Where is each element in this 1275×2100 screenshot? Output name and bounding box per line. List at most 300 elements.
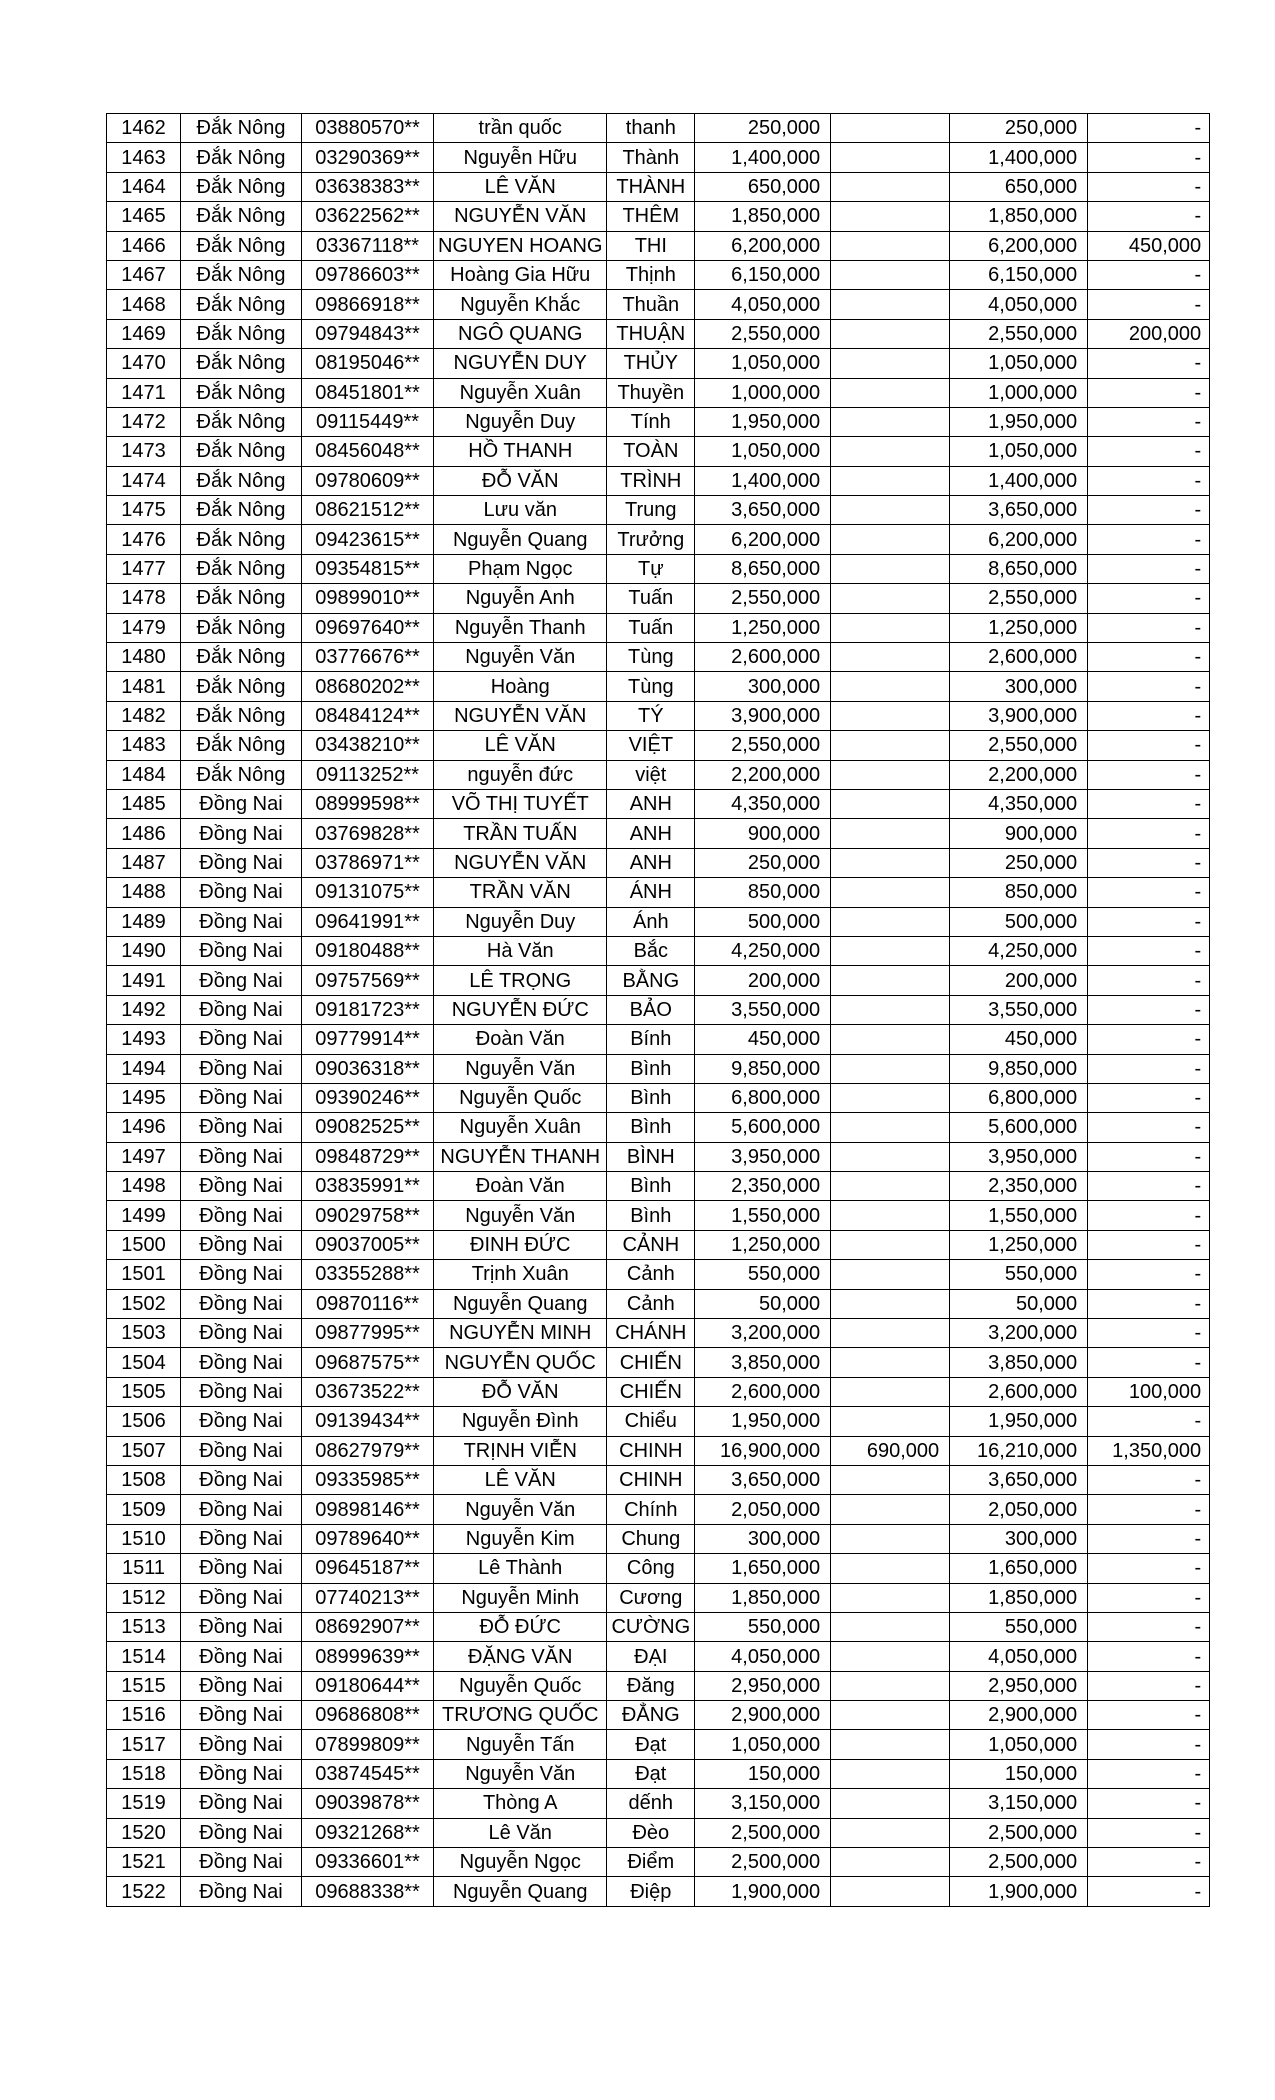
surname-cell: LÊ TRỌNG (434, 966, 607, 995)
extra-amount-cell: - (1088, 1642, 1210, 1671)
province-cell: Đồng Nai (181, 1730, 302, 1759)
deduction-cell (831, 995, 950, 1024)
row-number: 1463 (107, 143, 181, 172)
net-amount-cell: 2,550,000 (950, 319, 1088, 348)
phone-cell: 09423615** (302, 525, 434, 554)
phone-cell: 08621512** (302, 496, 434, 525)
phone-cell: 08195046** (302, 349, 434, 378)
table-row (107, 907, 1210, 936)
table-row (107, 672, 1210, 701)
surname-cell: NGÔ QUANG (434, 319, 607, 348)
surname-cell: Lê Thành (434, 1554, 607, 1583)
table-row (107, 1025, 1210, 1054)
amount-cell: 850,000 (695, 878, 831, 907)
net-amount-cell: 2,550,000 (950, 584, 1088, 613)
deduction-cell (831, 172, 950, 201)
given-name-cell: Đạt (607, 1759, 695, 1788)
amount-cell: 1,950,000 (695, 1407, 831, 1436)
province-cell: Đồng Nai (181, 1877, 302, 1906)
given-name-cell: BẢO (607, 995, 695, 1024)
net-amount-cell: 2,050,000 (950, 1495, 1088, 1524)
table-row (107, 1260, 1210, 1289)
surname-cell: Nguyễn Duy (434, 907, 607, 936)
province-cell: Đồng Nai (181, 1789, 302, 1818)
row-number: 1486 (107, 819, 181, 848)
given-name-cell: Thịnh (607, 260, 695, 289)
surname-cell: Nguyễn Văn (434, 1495, 607, 1524)
net-amount-cell: 6,200,000 (950, 231, 1088, 260)
net-amount-cell: 3,900,000 (950, 701, 1088, 730)
row-number: 1512 (107, 1583, 181, 1612)
province-cell: Đồng Nai (181, 936, 302, 965)
surname-cell: LÊ VĂN (434, 731, 607, 760)
surname-cell: Nguyễn Quang (434, 525, 607, 554)
extra-amount-cell: - (1088, 407, 1210, 436)
net-amount-cell: 1,250,000 (950, 1230, 1088, 1259)
net-amount-cell: 1,050,000 (950, 437, 1088, 466)
row-number: 1469 (107, 319, 181, 348)
surname-cell: Nguyễn Quang (434, 1877, 607, 1906)
amount-cell: 2,550,000 (695, 731, 831, 760)
table-row (107, 1319, 1210, 1348)
amount-cell: 6,800,000 (695, 1083, 831, 1112)
amount-cell: 3,650,000 (695, 1465, 831, 1494)
net-amount-cell: 500,000 (950, 907, 1088, 936)
deduction-cell (831, 290, 950, 319)
surname-cell: Hoàng Gia Hữu (434, 260, 607, 289)
province-cell: Đắk Nông (181, 672, 302, 701)
surname-cell: trần quốc (434, 114, 607, 143)
deduction-cell (831, 1524, 950, 1553)
province-cell: Đắk Nông (181, 437, 302, 466)
given-name-cell: Tính (607, 407, 695, 436)
amount-cell: 1,050,000 (695, 349, 831, 378)
row-number: 1476 (107, 525, 181, 554)
net-amount-cell: 2,600,000 (950, 1377, 1088, 1406)
deduction-cell (831, 349, 950, 378)
deduction-cell (831, 407, 950, 436)
given-name-cell: dếnh (607, 1789, 695, 1818)
surname-cell: Phạm Ngọc (434, 554, 607, 583)
given-name-cell: Tự (607, 554, 695, 583)
extra-amount-cell: - (1088, 819, 1210, 848)
deduction-cell (831, 1789, 950, 1818)
table-row (107, 1877, 1210, 1906)
province-cell: Đồng Nai (181, 1436, 302, 1465)
table-row (107, 290, 1210, 319)
extra-amount-cell: - (1088, 878, 1210, 907)
province-cell: Đắk Nông (181, 231, 302, 260)
net-amount-cell: 2,600,000 (950, 643, 1088, 672)
table-row (107, 995, 1210, 1024)
table-row (107, 1818, 1210, 1847)
amount-cell: 200,000 (695, 966, 831, 995)
table-row (107, 1083, 1210, 1112)
province-cell: Đắk Nông (181, 378, 302, 407)
row-number: 1504 (107, 1348, 181, 1377)
deduction-cell (831, 643, 950, 672)
province-cell: Đồng Nai (181, 1701, 302, 1730)
amount-cell: 550,000 (695, 1612, 831, 1641)
amount-cell: 4,050,000 (695, 1642, 831, 1671)
row-number: 1501 (107, 1260, 181, 1289)
phone-cell: 09039878** (302, 1789, 434, 1818)
given-name-cell: CHINH (607, 1436, 695, 1465)
province-cell: Đồng Nai (181, 1348, 302, 1377)
row-number: 1471 (107, 378, 181, 407)
net-amount-cell: 3,650,000 (950, 496, 1088, 525)
amount-cell: 1,400,000 (695, 466, 831, 495)
province-cell: Đắk Nông (181, 554, 302, 583)
surname-cell: LÊ VĂN (434, 1465, 607, 1494)
deduction-cell (831, 496, 950, 525)
surname-cell: Nguyễn Quốc (434, 1083, 607, 1112)
phone-cell: 03438210** (302, 731, 434, 760)
row-number: 1485 (107, 789, 181, 818)
extra-amount-cell: - (1088, 143, 1210, 172)
surname-cell: Nguyễn Minh (434, 1583, 607, 1612)
table-row (107, 1583, 1210, 1612)
row-number: 1475 (107, 496, 181, 525)
given-name-cell: Cảnh (607, 1260, 695, 1289)
row-number: 1467 (107, 260, 181, 289)
row-number: 1496 (107, 1113, 181, 1142)
province-cell: Đồng Nai (181, 1201, 302, 1230)
table-row (107, 1465, 1210, 1494)
amount-cell: 3,850,000 (695, 1348, 831, 1377)
net-amount-cell: 6,150,000 (950, 260, 1088, 289)
row-number: 1478 (107, 584, 181, 613)
given-name-cell: BẰNG (607, 966, 695, 995)
province-cell: Đồng Nai (181, 1465, 302, 1494)
given-name-cell: Điệp (607, 1877, 695, 1906)
surname-cell: Nguyễn Tấn (434, 1730, 607, 1759)
amount-cell: 9,850,000 (695, 1054, 831, 1083)
given-name-cell: CƯỜNG (607, 1612, 695, 1641)
deduction-cell (831, 1818, 950, 1847)
given-name-cell: CẢNH (607, 1230, 695, 1259)
row-number: 1493 (107, 1025, 181, 1054)
phone-cell: 09335985** (302, 1465, 434, 1494)
deduction-cell (831, 1671, 950, 1700)
surname-cell: ĐỖ VĂN (434, 1377, 607, 1406)
phone-cell: 09757569** (302, 966, 434, 995)
deduction-cell (831, 143, 950, 172)
surname-cell: Nguyễn Duy (434, 407, 607, 436)
deduction-cell (831, 1142, 950, 1171)
net-amount-cell: 1,050,000 (950, 1730, 1088, 1759)
amount-cell: 6,150,000 (695, 260, 831, 289)
phone-cell: 08680202** (302, 672, 434, 701)
province-cell: Đồng Nai (181, 995, 302, 1024)
extra-amount-cell: - (1088, 1201, 1210, 1230)
net-amount-cell: 4,050,000 (950, 290, 1088, 319)
table-row (107, 143, 1210, 172)
row-number: 1516 (107, 1701, 181, 1730)
phone-cell: 09641991** (302, 907, 434, 936)
amount-cell: 2,600,000 (695, 1377, 831, 1406)
net-amount-cell: 6,200,000 (950, 525, 1088, 554)
net-amount-cell: 1,850,000 (950, 1583, 1088, 1612)
province-cell: Đồng Nai (181, 1848, 302, 1877)
table-row (107, 1377, 1210, 1406)
given-name-cell: Công (607, 1554, 695, 1583)
given-name-cell: THI (607, 231, 695, 260)
surname-cell: TRƯƠNG QUỐC (434, 1701, 607, 1730)
extra-amount-cell: - (1088, 554, 1210, 583)
row-number: 1477 (107, 554, 181, 583)
province-cell: Đồng Nai (181, 1818, 302, 1847)
table-row (107, 966, 1210, 995)
extra-amount-cell: - (1088, 1172, 1210, 1201)
amount-cell: 2,200,000 (695, 760, 831, 789)
extra-amount-cell: - (1088, 290, 1210, 319)
amount-cell: 5,600,000 (695, 1113, 831, 1142)
given-name-cell: Tùng (607, 643, 695, 672)
extra-amount-cell: - (1088, 1583, 1210, 1612)
surname-cell: ĐỖ VĂN (434, 466, 607, 495)
net-amount-cell: 850,000 (950, 878, 1088, 907)
surname-cell: Nguyễn Văn (434, 1201, 607, 1230)
extra-amount-cell: - (1088, 966, 1210, 995)
extra-amount-cell: - (1088, 907, 1210, 936)
extra-amount-cell: - (1088, 1877, 1210, 1906)
given-name-cell: ANH (607, 819, 695, 848)
amount-cell: 2,600,000 (695, 643, 831, 672)
extra-amount-cell: - (1088, 643, 1210, 672)
given-name-cell: Đèo (607, 1818, 695, 1847)
row-number: 1514 (107, 1642, 181, 1671)
deduction-cell (831, 319, 950, 348)
amount-cell: 500,000 (695, 907, 831, 936)
phone-cell: 09336601** (302, 1848, 434, 1877)
given-name-cell: Thuần (607, 290, 695, 319)
deduction-cell (831, 907, 950, 936)
amount-cell: 550,000 (695, 1260, 831, 1289)
surname-cell: Thòng A (434, 1789, 607, 1818)
table-row (107, 613, 1210, 642)
given-name-cell: CHINH (607, 1465, 695, 1494)
table-row (107, 789, 1210, 818)
province-cell: Đồng Nai (181, 1671, 302, 1700)
deduction-cell (831, 1319, 950, 1348)
phone-cell: 03769828** (302, 819, 434, 848)
table-row (107, 1201, 1210, 1230)
deduction-cell (831, 231, 950, 260)
province-cell: Đồng Nai (181, 848, 302, 877)
extra-amount-cell: - (1088, 1289, 1210, 1318)
province-cell: Đồng Nai (181, 1524, 302, 1553)
phone-cell: 09786603** (302, 260, 434, 289)
phone-cell: 08692907** (302, 1612, 434, 1641)
net-amount-cell: 4,250,000 (950, 936, 1088, 965)
row-number: 1465 (107, 202, 181, 231)
deduction-cell (831, 260, 950, 289)
row-number: 1505 (107, 1377, 181, 1406)
amount-cell: 1,250,000 (695, 1230, 831, 1259)
extra-amount-cell: - (1088, 525, 1210, 554)
row-number: 1508 (107, 1465, 181, 1494)
phone-cell: 03638383** (302, 172, 434, 201)
table-row (107, 1289, 1210, 1318)
row-number: 1481 (107, 672, 181, 701)
phone-cell: 07899809** (302, 1730, 434, 1759)
province-cell: Đắk Nông (181, 496, 302, 525)
phone-cell: 08484124** (302, 701, 434, 730)
extra-amount-cell: - (1088, 1142, 1210, 1171)
amount-cell: 2,900,000 (695, 1701, 831, 1730)
deduction-cell (831, 1260, 950, 1289)
deduction-cell (831, 819, 950, 848)
amount-cell: 1,650,000 (695, 1554, 831, 1583)
table-row (107, 1701, 1210, 1730)
amount-cell: 1,950,000 (695, 407, 831, 436)
net-amount-cell: 650,000 (950, 172, 1088, 201)
province-cell: Đắk Nông (181, 143, 302, 172)
deduction-cell: 690,000 (831, 1436, 950, 1465)
deduction-cell (831, 1377, 950, 1406)
extra-amount-cell: - (1088, 466, 1210, 495)
surname-cell: Nguyễn Kim (434, 1524, 607, 1553)
extra-amount-cell: - (1088, 1260, 1210, 1289)
province-cell: Đồng Nai (181, 1054, 302, 1083)
province-cell: Đắk Nông (181, 466, 302, 495)
extra-amount-cell: - (1088, 437, 1210, 466)
row-number: 1498 (107, 1172, 181, 1201)
amount-cell: 300,000 (695, 672, 831, 701)
deduction-cell (831, 1289, 950, 1318)
table-row (107, 554, 1210, 583)
phone-cell: 09037005** (302, 1230, 434, 1259)
deduction-cell (831, 1172, 950, 1201)
deduction-cell (831, 848, 950, 877)
net-amount-cell: 150,000 (950, 1759, 1088, 1788)
province-cell: Đắk Nông (181, 760, 302, 789)
given-name-cell: CHIẾN (607, 1348, 695, 1377)
amount-cell: 3,900,000 (695, 701, 831, 730)
net-amount-cell: 250,000 (950, 848, 1088, 877)
surname-cell: NGUYỄN THANH (434, 1142, 607, 1171)
extra-amount-cell: - (1088, 1730, 1210, 1759)
phone-cell: 08627979** (302, 1436, 434, 1465)
extra-amount-cell: - (1088, 936, 1210, 965)
province-cell: Đắk Nông (181, 731, 302, 760)
given-name-cell: Tuấn (607, 613, 695, 642)
net-amount-cell: 1,400,000 (950, 466, 1088, 495)
row-number: 1482 (107, 701, 181, 730)
row-number: 1490 (107, 936, 181, 965)
table-row (107, 1612, 1210, 1641)
amount-cell: 3,200,000 (695, 1319, 831, 1348)
surname-cell: Lưu văn (434, 496, 607, 525)
deduction-cell (831, 1642, 950, 1671)
surname-cell: ĐẶNG VĂN (434, 1642, 607, 1671)
amount-cell: 1,400,000 (695, 143, 831, 172)
table-row (107, 437, 1210, 466)
province-cell: Đồng Nai (181, 1407, 302, 1436)
province-cell: Đắk Nông (181, 172, 302, 201)
given-name-cell: THỦY (607, 349, 695, 378)
phone-cell: 09779914** (302, 1025, 434, 1054)
phone-cell: 09697640** (302, 613, 434, 642)
table-row (107, 1495, 1210, 1524)
province-cell: Đồng Nai (181, 819, 302, 848)
table-row (107, 114, 1210, 143)
given-name-cell: ĐẲNG (607, 1701, 695, 1730)
province-cell: Đồng Nai (181, 907, 302, 936)
net-amount-cell: 1,950,000 (950, 407, 1088, 436)
given-name-cell: CHÁNH (607, 1319, 695, 1348)
given-name-cell: Bình (607, 1172, 695, 1201)
amount-cell: 2,500,000 (695, 1848, 831, 1877)
surname-cell: Hoàng (434, 672, 607, 701)
extra-amount-cell: - (1088, 114, 1210, 143)
given-name-cell: Trưởng (607, 525, 695, 554)
row-number: 1510 (107, 1524, 181, 1553)
given-name-cell: Thuyền (607, 378, 695, 407)
net-amount-cell: 6,800,000 (950, 1083, 1088, 1112)
surname-cell: LÊ VĂN (434, 172, 607, 201)
row-number: 1522 (107, 1877, 181, 1906)
net-amount-cell: 16,210,000 (950, 1436, 1088, 1465)
given-name-cell: TRÌNH (607, 466, 695, 495)
table-row (107, 349, 1210, 378)
row-number: 1497 (107, 1142, 181, 1171)
row-number: 1488 (107, 878, 181, 907)
surname-cell: Nguyễn Khắc (434, 290, 607, 319)
phone-cell: 03673522** (302, 1377, 434, 1406)
table-row (107, 1407, 1210, 1436)
province-cell: Đồng Nai (181, 1113, 302, 1142)
surname-cell: Nguyễn Hữu (434, 143, 607, 172)
province-cell: Đồng Nai (181, 1583, 302, 1612)
province-cell: Đồng Nai (181, 1759, 302, 1788)
surname-cell: HỒ THANH (434, 437, 607, 466)
surname-cell: ĐINH ĐỨC (434, 1230, 607, 1259)
table-row (107, 1671, 1210, 1700)
amount-cell: 4,350,000 (695, 789, 831, 818)
net-amount-cell: 50,000 (950, 1289, 1088, 1318)
phone-cell: 09181723** (302, 995, 434, 1024)
extra-amount-cell: - (1088, 260, 1210, 289)
net-amount-cell: 550,000 (950, 1612, 1088, 1641)
deduction-cell (831, 1495, 950, 1524)
surname-cell: Nguyễn Xuân (434, 1113, 607, 1142)
given-name-cell: việt (607, 760, 695, 789)
extra-amount-cell: 200,000 (1088, 319, 1210, 348)
deduction-cell (831, 1877, 950, 1906)
surname-cell: Nguyễn Văn (434, 1054, 607, 1083)
given-name-cell: Bình (607, 1054, 695, 1083)
extra-amount-cell: - (1088, 1113, 1210, 1142)
surname-cell: Trịnh Xuân (434, 1260, 607, 1289)
province-cell: Đồng Nai (181, 1172, 302, 1201)
table-row (107, 878, 1210, 907)
province-cell: Đắk Nông (181, 643, 302, 672)
phone-cell: 03880570** (302, 114, 434, 143)
deduction-cell (831, 1201, 950, 1230)
deduction-cell (831, 760, 950, 789)
deduction-cell (831, 1230, 950, 1259)
row-number: 1503 (107, 1319, 181, 1348)
phone-cell: 09899010** (302, 584, 434, 613)
province-cell: Đắk Nông (181, 290, 302, 319)
phone-cell: 03355288** (302, 1260, 434, 1289)
phone-cell: 09139434** (302, 1407, 434, 1436)
net-amount-cell: 2,550,000 (950, 731, 1088, 760)
row-number: 1502 (107, 1289, 181, 1318)
row-number: 1509 (107, 1495, 181, 1524)
